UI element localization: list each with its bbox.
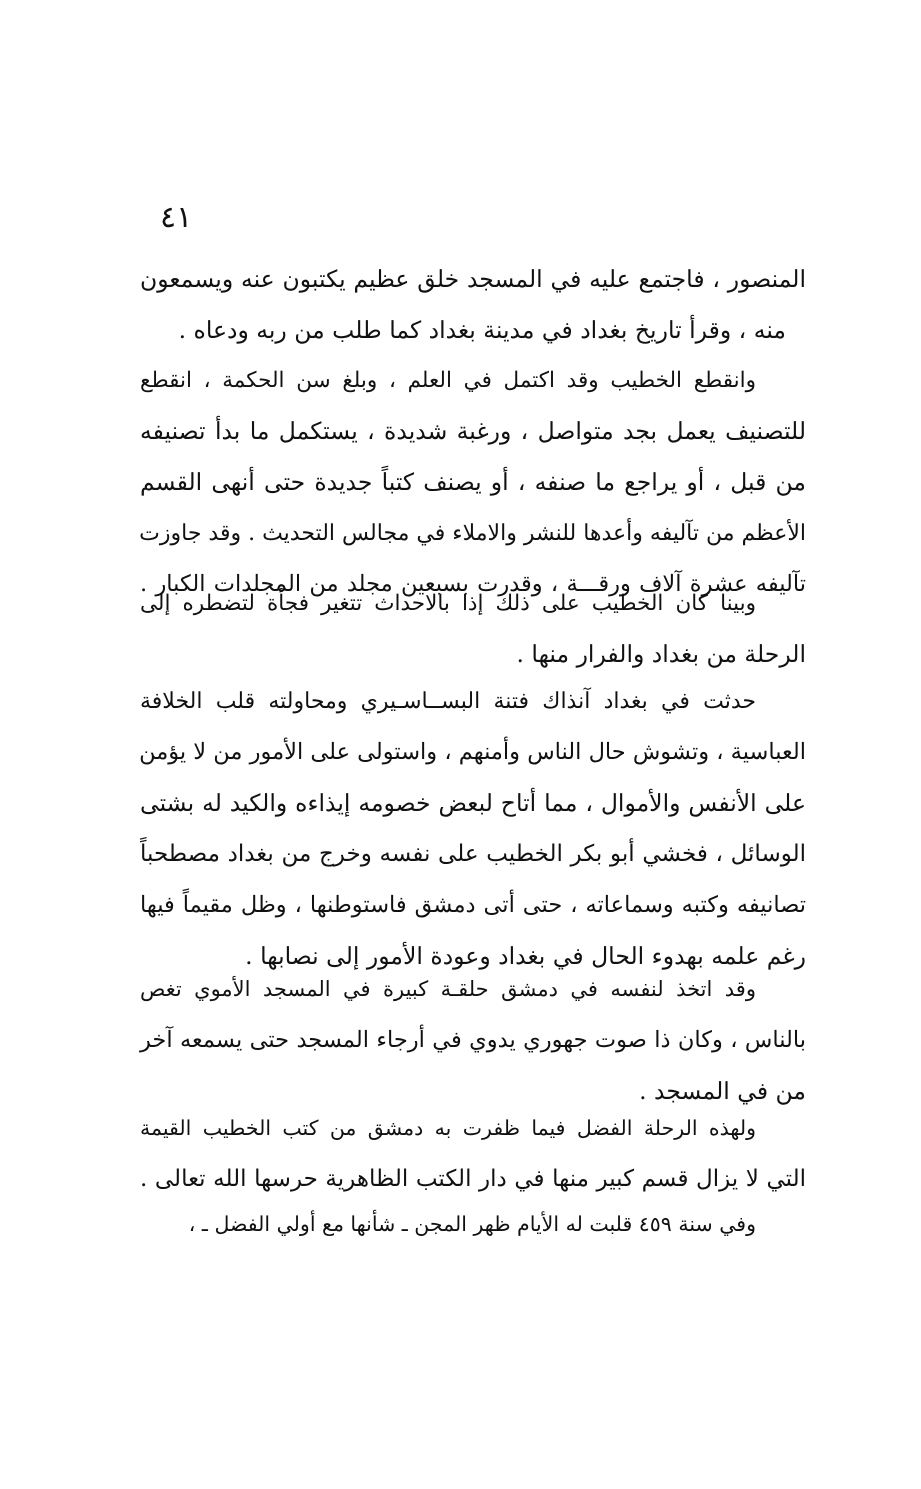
text-line: الوسائل ، فخشي أبو بكر الخطيب على نفسه وخرج من بغداد مصطحباً bbox=[140, 841, 806, 867]
text-line: للتصنيف يعمل بجد متواصل ، ورغبة شديدة ، يستكمل ما بدأ تصنيفه bbox=[140, 417, 806, 445]
paragraph bbox=[140, 355, 806, 610]
text-line: من في المسجد . bbox=[639, 1077, 806, 1105]
text-line: وقد اتخذ لنفسه في دمشق حلقـة كبيرة في المسجد الأموي تغص bbox=[140, 977, 756, 1001]
paragraph bbox=[140, 964, 806, 1117]
text-line: على الأنفس والأموال ، مما أتاح لبعض خصومه إيذاءه والكيد له بشتى bbox=[140, 789, 806, 817]
text-line: العباسية ، وتشوش حال الناس وأمنهم ، واستولى على الأمور من لا يؤمن bbox=[139, 739, 806, 765]
text-line: منه ، وقرأ تاريخ بغداد في مدينة بغداد كما طلب من ربه ودعاه . bbox=[178, 316, 786, 344]
text-line: وانقطع الخطيب وقد اكتمل في العلم ، وبلغ سن الحكمة ، انقطع bbox=[140, 368, 756, 393]
text-line: من قبل ، أو يراجع ما صنفه ، أو يصنف كتباً جديدة حتى أنهى القسم bbox=[140, 468, 806, 496]
paragraph bbox=[140, 578, 806, 680]
text-line: رغم علمه بهدوء الحال في بغداد وعودة الأمور إلى نصابها . bbox=[245, 942, 806, 970]
text-line: بالناس ، وكان ذا صوت جهوري يدوي في أرجاء المسجد حتى يسمعه آخر bbox=[140, 1027, 806, 1053]
text-line: تآليفه عشرة آلاف ورقـــة ، وقدرت بسبعين مجلد من المجلدات الكبار . bbox=[140, 571, 806, 597]
text-line: التي لا يزال قسم كبير منها في دار الكتب الظاهرية حرسها الله تعالى . bbox=[140, 1166, 806, 1192]
text-line: ولهذه الرحلة الفضل فيما ظفرت به دمشق من كتب الخطيب القيمة bbox=[140, 1116, 756, 1140]
page-number: ٤١ bbox=[160, 200, 193, 235]
text-line: حدثت في بغداد آنذاك فتنة البســاسـيري ومحاولته قلب الخلافة bbox=[140, 689, 756, 714]
paragraph bbox=[140, 1199, 806, 1250]
paragraph bbox=[140, 1103, 806, 1205]
text-line: وبينا كان الخطيب على ذلك إذا بالاحداث تتغير فجأة لتضطره إلى bbox=[140, 591, 756, 616]
paragraph bbox=[140, 676, 806, 982]
text-line: الرحلة من بغداد والفرار منها . bbox=[516, 640, 806, 668]
text-line: المنصور ، فاجتمع عليه في المسجد خلق عظيم يكتبون عنه ويسمعون bbox=[140, 265, 806, 293]
text-line: وفي سنة ٤٥٩ قلبت له الأيام ظهر المجن ـ شأنها مع أولي الفضل ـ ، bbox=[188, 1212, 756, 1236]
text-line: الأعظم من تآليفه وأعدها للنشر والاملاء في مجالس التحديث . وقد جاوزت bbox=[139, 521, 806, 546]
text-line: تصانيفه وكتبه وسماعاته ، حتى أتى دمشق فاستوطنها ، وظل مقيماً فيها bbox=[140, 892, 806, 918]
paragraph bbox=[140, 254, 806, 356]
